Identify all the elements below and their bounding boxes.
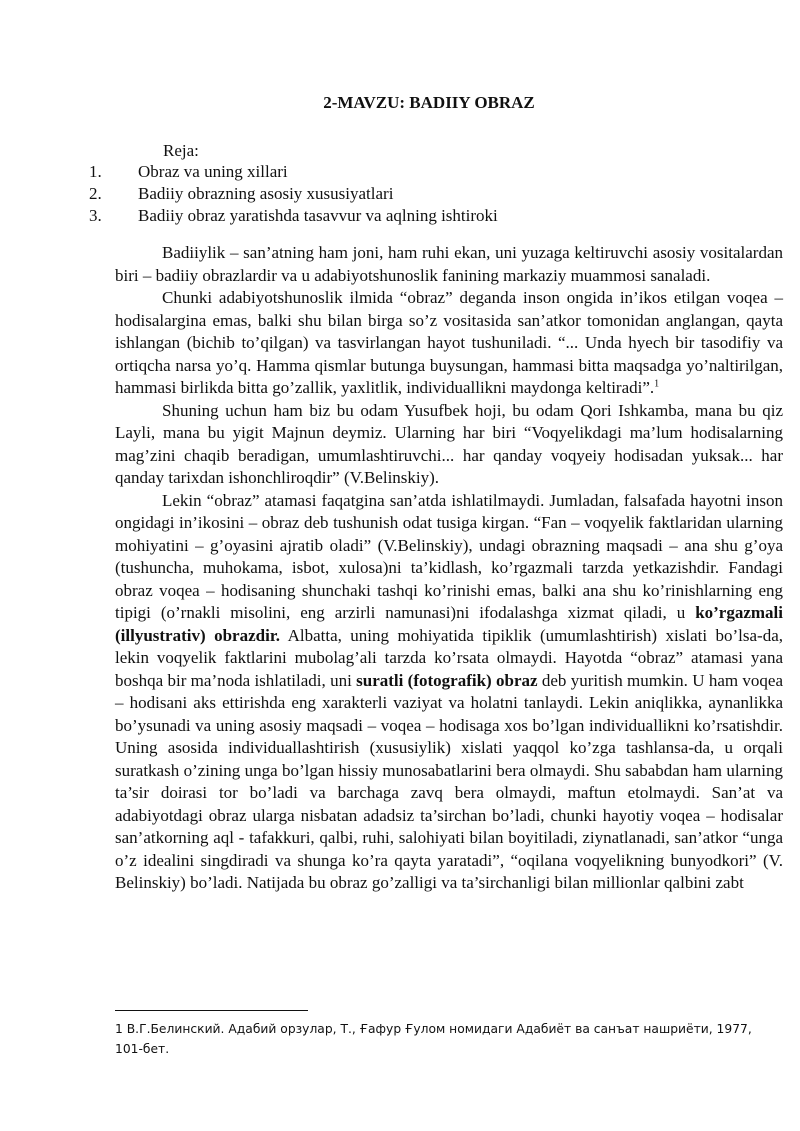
paragraph-2-text: Chunki adabiyotshunoslik ilmida “obraz” deganda inson ongida in’ikos etilgan voqea – hodisalargina emas, balki shu bilan birga so’z vositasida san’atkor tomonidan anglangan, qayta ishlangan (bichib to’qilgan) va tasvirlangan hayot tushuniladi. “... Unda hyech bir tasodifiy va ortiqcha narsa yo’q. Hamma qismlar butunga buysungan, hammasi bitta maqsadga yo’naltirilgan, hammasi birlikda bitta go’zallik, yaxlitlik, individuallikni maydonga keltiradi”.: [115, 288, 783, 397]
paragraph-4-text-c: deb yuritish mumkin. U ham voqea – hodisani aks ettirishda eng xarakterli vaziyat va holatni tanlaydi. Lekin aniqlikka, aynanlikka bo’ysunadi va uning asosiy maqsadi – voqea – hodisaga xos bo’lgan individuallikni ko’rsatishdir. Uning asosida individuallashtirish (xususiylik) xislati yaqqol ko’zga tashlansa-da, u orqali suratkash o’zining unga bo’lgan hissiy munosabatlarini bera olmaydi. Shu sababdan ham ularning ta’sir doirasi tor bo’ladi va barchaga zavq bera olmaydi, maftun etolmaydi. San’at va adabiyotdagi obraz ularga nisbatan adadsiz ta’sirchan bo’ladi, chunki hayotiy voqea – hodisalar san’atkorning aql - tafakkuri, qalbi, ruhi, salohiyati bilan boyitiladi, ziynatlanadi, san’atkor “unga o’z idealini singdiradi va shunga ko’ra qayta yaratadi”, “oqilana voqyelikning bunyodkori” (V. Belinskiy) bo’ladi. Natijada bu obraz go’zalligi va ta’sirchanligi bilan millionlar qalbini zabt: [115, 670, 784, 892]
plan-heading: Reja:: [163, 141, 199, 160]
plan-item-text: Badiiy obrazning asosiy xususiyatlari: [138, 184, 394, 203]
plan-item-number: 3.: [89, 206, 102, 225]
bold-term-photographic: suratli (fotografik) obraz: [356, 670, 538, 690]
page-title: 2-MAVZU: BADIIY OBRAZ: [323, 93, 535, 112]
plan-list: [89, 161, 498, 227]
paragraph-3: Shuning uchun ham biz bu odam Yusufbek hoji, bu odam Qori Ishkamba, mana bu qiz Layli, mana bu yigit Majnun deymiz. Ularning har biri “Voqyelikdagi ma’lum hodisalarning mag’zini chaqib beradigan, umumlashtiruvchi... har qanday voqyeiy hodisadan yuksak... har qanday tarixdan ishonchliroqdir” (V.Belinskiy).: [115, 400, 783, 487]
paragraph-4-text-a: Lekin “obraz” atamasi faqatgina san’atda ishlatilmaydi. Jumladan, falsafada hayotni inson ongidagi in’ikosini – obraz deb tushunish odat tusiga kirgan. “Fan – voqyelik faktlaridan ularning mohiyatini – g’oyasini ajratib oladi” (V.Belinskiy), undagi obrazning maqsadi – ana shu g’oya (tushuncha, muhokama, isbot, xulosa)ni ta’kidlash, ko’rgazmali tarzda yetkazishdir. Fandagi obraz voqea – hodisaning shunchaki tashqi ko’rinishi emas, balki ana shu ko’rinishlarning eng tipigi (o’rnakli misolini, eng arzirli namunasi)ni ifodalashga xizmat qiladi, u: [115, 490, 783, 622]
bold-term-illustrative: ko’rgazmali (illyustrativ) obrazdir.: [115, 603, 784, 645]
plan-item: [89, 205, 498, 227]
body-text: [115, 242, 783, 895]
paragraph-4: [115, 490, 783, 895]
footnote: 1 В.Г.Белинский. Адабий орзулар, Т., Ғафур Ғулом номидаги Адабиёт ва санъат нашриёти, 1977, 101-бет.: [115, 1022, 752, 1056]
plan-item-number: 1.: [89, 162, 102, 181]
plan-item: [89, 161, 498, 183]
paragraph-4-text-b: Albatta, uning mohiyatida tipiklik (umumlashtirish) xislati bo’lsa-da, lekin voqyelik faktlarini mubolag’ali tarzda ko’rsata olmaydi. Hayotda “obraz” atamasi yana boshqa bir ma’noda ishlatiladi, uni: [115, 625, 784, 690]
plan-item: [89, 183, 498, 205]
plan-item-number: 2.: [89, 184, 102, 203]
plan-item-text: Badiiy obraz yaratishda tasavvur va aqlning ishtiroki: [138, 206, 498, 225]
plan-item-text: Obraz va uning xillari: [138, 162, 288, 181]
footnote-reference[interactable]: 1: [654, 378, 660, 390]
paragraph-2: [115, 287, 783, 400]
paragraph-1: Badiiylik – san’atning ham joni, ham ruhi ekan, uni yuzaga keltiruvchi asosiy vositalardan biri – badiiy obrazlardir va u adabiyotshunoslik fanining markaziy muammosi sanaladi.: [115, 243, 783, 285]
footnote-separator: [115, 1010, 308, 1011]
